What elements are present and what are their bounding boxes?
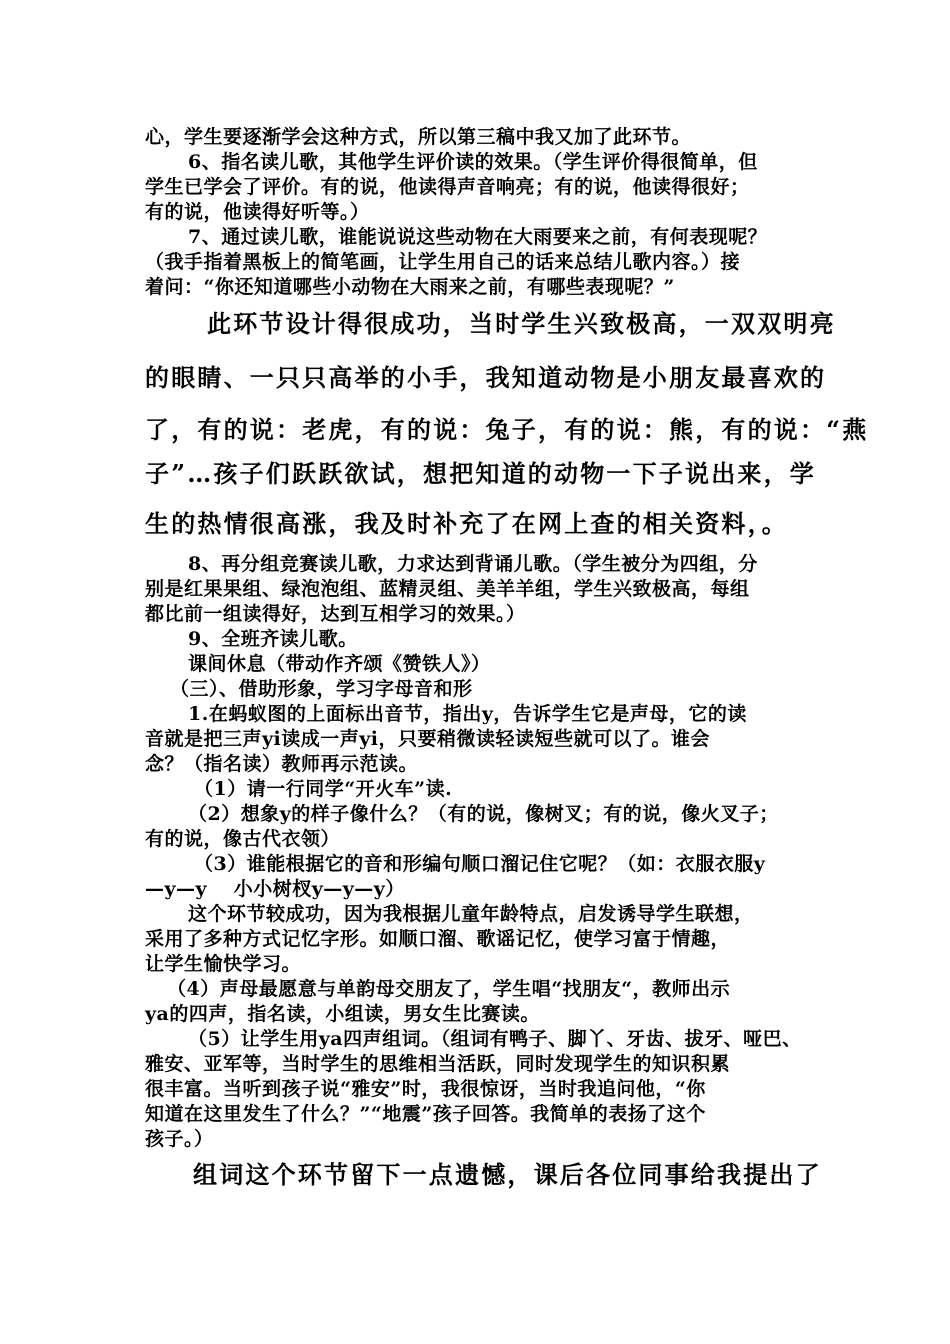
text-line: 7、通过读儿歌，谁能说说这些动物在大雨要来之前，有何表现呢？ [188,226,768,248]
text-line: 的眼睛、一只只高举的小手，我知道动物是小朋友最喜欢的 [145,363,827,392]
text-line: （2）想象y的样子像什么？（有的说，像树叉；有的说，像火叉子； [188,803,779,825]
text-line: 别是红果果组、绿泡泡组、蓝精灵组、美羊羊组，学生兴致极高，每组 [145,578,750,600]
text-line: 此环节设计得很成功，当时学生兴致极高，一双双明亮 [207,309,836,338]
text-line: 都比前一组读得好，达到互相学习的效果。） [145,603,526,625]
text-line: 很丰富。当听到孩子说“雅安”时，我很惊讶，当时我追问他，“你 [145,1078,706,1100]
text-line: 知道在这里发生了什么？”“地震”孩子回答。我简单的表扬了这个 [145,1103,706,1125]
text-line: 了，有的说：老虎，有的说：兔子，有的说：熊，有的说：“燕 [145,415,869,444]
text-line: 9、全班齐读儿歌。 [188,628,358,650]
text-line: 这个环节较成功，因为我根据儿童年龄特点，启发诱导学生联想， [188,903,754,925]
text-line: 组词这个环节留下一点遗憾，课后各位同事给我提出了 [193,1160,822,1189]
text-line: ya的四声，指名读，小组读，男女生比赛读。 [145,1003,540,1025]
text-line: 学生已学会了评价。有的说，他读得声音响亮；有的说，他读得很好； [145,176,750,198]
text-line: （4）声母最愿意与单韵母交朋友了，学生唱“找朋友“，教师出示 [167,978,731,1000]
text-line: 念？（指名读）教师再示范读。 [145,753,419,775]
text-line: 孩子。） [145,1128,214,1150]
section-heading: （三）、借助形象，学习字母音和形 [170,678,473,700]
text-line: 1.在蚂蚁图的上面标出音节，指出y，告诉学生它是声母，它的读 [188,703,747,725]
text-line: （5）让学生用ya四声组词。（组词有鸭子、脚丫、牙齿、拔牙、哑巴、 [188,1028,802,1050]
text-line: 有的说，他读得好听等。） [145,201,370,223]
text-line: 有的说，像古代衣领） [145,828,341,850]
text-line: 子”…孩子们跃跃欲试，想把知道的动物一下子说出来，学 [145,459,817,488]
text-line: 让学生愉快学习。 [145,953,302,975]
text-line: 着问：“你还知道哪些小动物在大雨来之前，有哪些表现呢？” [145,276,675,298]
text-line: （1）请一行同学“开火车”读. [194,778,453,800]
text-line: 音就是把三声yi读成一声yi，只要稍微读轻读短些就可以了。谁会 [145,728,711,750]
text-line: （我手指着黑板上的简笔画，让学生用自己的话来总结儿歌内容。）接 [145,251,741,273]
text-line: 雅安、亚军等，当时学生的思维相当活跃，同时发现学生的知识积累 [145,1053,731,1075]
text-line: 8、再分组竞赛读儿歌，力求达到背诵儿歌。（学生被分为四组，分 [188,553,758,575]
text-line: —y—y 小小树杈y—y—y） [145,878,405,900]
text-line: 6、指名读儿歌，其他学生评价读的效果。（学生评价得很简单，但 [188,151,758,173]
text-line: 课间休息（带动作齐颂《赞铁人》） [188,653,491,675]
text-line: 生的热情很高涨，我及时补充了在网上查的相关资料，。 [145,509,788,538]
text-line: 心，学生要逐渐学会这种方式，所以第三稿中我又加了此环节。 [145,126,692,148]
text-line: （3）谁能根据它的音和形编句顺口溜记住它呢？（如：衣服衣服y [194,853,766,875]
text-line: 采用了多种方式记忆字形。如顺口溜、歌谣记忆，使学习富于情趣， [145,928,731,950]
